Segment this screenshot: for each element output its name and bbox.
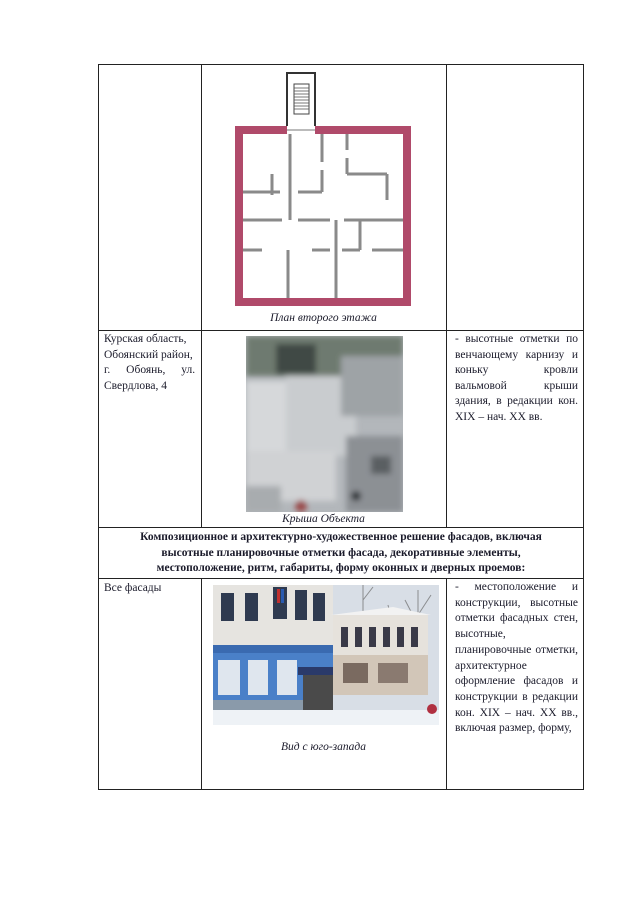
address-line: Курская область, [104, 333, 187, 345]
address-line: Обоянский район, [104, 348, 193, 361]
table-border-right [583, 64, 584, 790]
section-header [100, 530, 582, 577]
address-line: г. Обоянь, ул. [104, 364, 196, 377]
roof-satellite-photo [246, 336, 403, 512]
floor-plan-drawing [232, 70, 412, 308]
table-border-left [98, 64, 99, 790]
section-header-line: местоположение, ритм, габариты, форму оконных и дверных проемов: [156, 562, 526, 574]
col-divider-2b [446, 578, 447, 790]
facade-photo [213, 585, 439, 725]
facades-label: Все фасады [104, 582, 162, 594]
row-divider-3 [98, 578, 584, 579]
roof-photo-caption: Крыша Объекта [282, 513, 365, 525]
section-header-line: Композиционное и архитектурно-художественное решение фасадов, включая [140, 531, 542, 543]
table-border-top [98, 64, 584, 65]
col-divider-1a [201, 64, 202, 527]
facade-photo-caption: Вид с юго-запада [281, 741, 366, 753]
section-header-line: высотные планировочные отметки фасада, декоративные элементы, [161, 546, 521, 559]
facade-description: - местоположение и конструкции, высотные отметки фасадных стен, высотные, планировочные отметки, архитектурное оформление фасадов и конструкции в редакции кон. XIX – нач. XX вв., включая размер, форму, [455, 581, 578, 735]
address-line: Свердлова, 4 [104, 379, 167, 392]
col-divider-1b [201, 578, 202, 790]
row-divider-1 [98, 330, 584, 331]
floor-plan-caption: План второго этажа [270, 312, 377, 324]
col-divider-2a [446, 64, 447, 527]
address-text [104, 332, 198, 394]
table-border-bottom [98, 789, 584, 790]
roof-description: - высотные отметки по венчающему карнизу и коньку кровли вальмовой крыши здания, в редакции кон. XIX – нач. XX вв. [455, 333, 578, 423]
row-divider-2 [98, 527, 584, 528]
document-table [98, 64, 584, 790]
